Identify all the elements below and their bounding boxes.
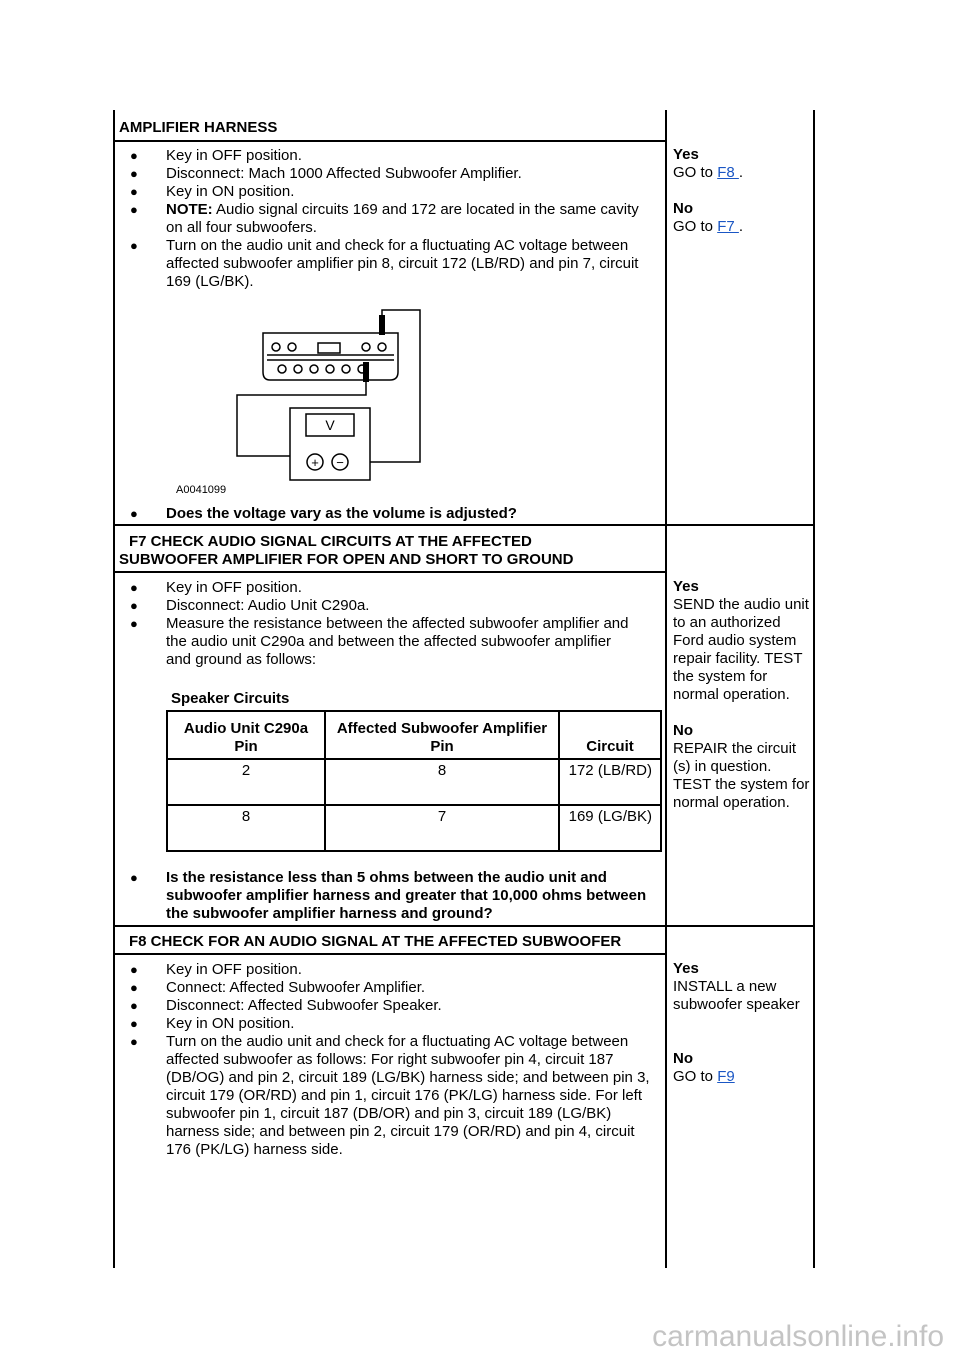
table-cell: 172 (LB/RD) — [559, 759, 661, 805]
f7-answers — [673, 578, 813, 812]
table-row — [167, 759, 661, 805]
table-header-row — [167, 711, 661, 759]
yes-label: Yes — [673, 578, 699, 595]
no-text: GO to F9 — [673, 1068, 735, 1085]
column-header: Audio Unit C290a Pin — [167, 711, 325, 759]
speaker-circuits-table — [166, 710, 662, 852]
yes-text: INSTALL a new subwoofer speaker — [673, 978, 800, 1013]
table-cell: 8 — [167, 805, 325, 851]
svg-text:V: V — [325, 417, 335, 433]
f7-header-line1: F7 CHECK AUDIO SIGNAL CIRCUITS AT THE AFFECTED — [129, 533, 532, 550]
amplifier-steps — [130, 147, 640, 291]
f8-answers — [673, 960, 813, 1086]
yes-label: Yes — [673, 960, 699, 977]
amplifier-question — [130, 505, 660, 523]
probe-positive — [379, 315, 385, 335]
f8-steps — [130, 961, 660, 1159]
table-divider — [665, 110, 667, 1268]
f8-header: F8 CHECK FOR AN AUDIO SIGNAL AT THE AFFECTED SUBWOOFER — [129, 933, 622, 950]
list-item: ● Measure the resistance between the affected subwoofer amplifier and the audio unit C290a and between the affected subwoofer amplifier and ground as follows: — [130, 615, 640, 669]
yes-text: SEND the audio unit to an authorized Ford audio system repair facility. TEST the system for normal operation. — [673, 596, 809, 703]
list-item: ● Disconnect: Affected Subwoofer Speaker. — [130, 997, 660, 1015]
list-item: ● Turn on the audio unit and check for a fluctuating AC voltage between affected subwoofer as follows: For right subwoofer pin 4, circuit 187 (DB/OG) and pin 2, circuit 189 (LG/BK) harness side; and between pin 3, circuit 179 (OR/RD) and pin 1, circuit 176 (PK/LG) harness side. For left subwoofer pin 1, circuit 187 (DB/OR) and pin 3, circuit 189 (LG/BK) harness side; and between pin 2, circuit 179 (OR/RD) and pin 4, circuit 176 (PK/LG) harness side. — [130, 1033, 660, 1159]
svg-text:−: − — [336, 455, 344, 470]
f7-header-line2: SUBWOOFER AMPLIFIER FOR OPEN AND SHORT TO GROUND — [119, 551, 574, 568]
watermark: carmanualsonline.info — [652, 1320, 944, 1353]
f7-question — [130, 869, 650, 923]
list-item: ● Disconnect: Mach 1000 Affected Subwoofer Amplifier. — [130, 165, 640, 183]
row-rule — [113, 953, 667, 955]
no-text: REPAIR the circuit (s) in question. TEST the system for normal operation. — [673, 740, 810, 811]
svg-text:A0041099: A0041099 — [176, 484, 227, 496]
table-cell: 169 (LG/BK) — [559, 805, 661, 851]
f7-steps — [130, 579, 640, 669]
list-item: ● Key in OFF position. — [130, 579, 640, 597]
link-f9[interactable]: F9 — [717, 1068, 735, 1085]
list-item: ● Turn on the audio unit and check for a fluctuating AC voltage between affected subwoofer amplifier pin 8, circuit 172 (LB/RD) and pin 7, circuit 169 (LG/BK). — [130, 237, 640, 291]
yes-text: GO to F8 . — [673, 164, 744, 181]
table-row — [167, 805, 661, 851]
column-header: Affected Subwoofer Amplifier Pin — [325, 711, 559, 759]
row-rule — [113, 524, 815, 526]
no-label: No — [673, 722, 693, 739]
svg-text:+: + — [311, 455, 319, 470]
table-title: Speaker Circuits — [171, 690, 290, 707]
list-item: ● Does the voltage vary as the volume is adjusted? — [130, 505, 660, 523]
list-item: ● Key in OFF position. — [130, 961, 660, 979]
list-item: ● Key in ON position. — [130, 183, 640, 201]
table-left-border — [113, 110, 115, 1268]
amplifier-answers — [673, 146, 813, 236]
link-f8[interactable]: F8 — [717, 164, 739, 181]
section-header: AMPLIFIER HARNESS — [119, 119, 278, 136]
probe-negative — [363, 362, 369, 382]
no-label: No — [673, 200, 693, 217]
no-label: No — [673, 1050, 693, 1067]
link-f7[interactable]: F7 — [717, 218, 739, 235]
list-item: ● Is the resistance less than 5 ohms between the audio unit and subwoofer amplifier harness and greater that 10,000 ohms between the subwoofer amplifier harness and ground? — [130, 869, 650, 923]
list-item: ● NOTE: Audio signal circuits 169 and 172 are located in the same cavity on all four subwoofers. — [130, 201, 640, 237]
voltmeter-diagram — [170, 300, 440, 500]
row-rule — [113, 140, 667, 142]
yes-label: Yes — [673, 146, 699, 163]
column-header: Circuit — [559, 711, 661, 759]
list-item: ● Key in OFF position. — [130, 147, 640, 165]
row-rule — [113, 571, 667, 573]
list-item: ● Connect: Affected Subwoofer Amplifier. — [130, 979, 660, 997]
no-text: GO to F7 . — [673, 218, 744, 235]
table-cell: 7 — [325, 805, 559, 851]
list-item: ● Disconnect: Audio Unit C290a. — [130, 597, 640, 615]
table-cell: 2 — [167, 759, 325, 805]
list-item: ● Key in ON position. — [130, 1015, 660, 1033]
table-cell: 8 — [325, 759, 559, 805]
row-rule — [113, 925, 815, 927]
table-right-border — [813, 110, 815, 1268]
